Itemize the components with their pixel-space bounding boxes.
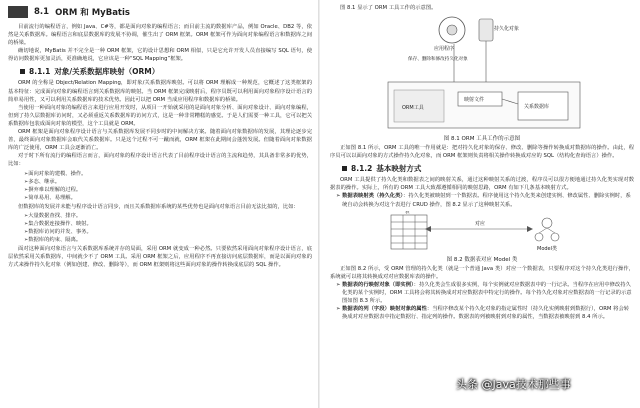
orm-paragraph-5: 但数据库的发展并未能与程序设计语言同步，而且关系数据库系统的某些优势也是面向对象语言目前无法比拟的，比如： bbox=[18, 203, 299, 210]
figure-8-2 bbox=[387, 211, 577, 253]
list-item: ➢ 简单易用、易理解。 bbox=[24, 194, 312, 202]
list-item: ➢ 摒弃难以理解的过程。 bbox=[24, 186, 312, 194]
app-label: 应用程序 bbox=[434, 46, 455, 53]
subsection-number: 8.1.1 bbox=[29, 67, 51, 77]
model-node bbox=[542, 218, 552, 228]
mapping-item-3: ➢ 数据表的列（字段）映射对象的属性：当程序修改某个持久化对象的指定属性时（持久化实例映射到数据行），ORM 将会转换成对对应数据表中指定数据行、指定列的操作。数据表的列被映射到对象的属性，当数据表被映射到 8.4 所示。 bbox=[336, 306, 630, 321]
section-heading bbox=[8, 4, 312, 20]
figure-8-1 bbox=[382, 14, 582, 132]
mapping-item-1: ➢ 数据表映射类（持久化类）：持久化类被映射到一个数据表。程序使用这个持久化类来创建实例、修改属性、删除实例时，系统自动会转换为对这个表进行 CRUD 操作，图 8.2 显示了这种映射关系。 bbox=[336, 193, 631, 208]
persist-label: 持久化对象 bbox=[494, 26, 520, 33]
section-marker bbox=[8, 6, 28, 18]
intro-paragraph-2: 确切地说，MyBatis 并不完全是一种 ORM 框架，它的设计思想和 ORM 相似，只是它允许开发人员直接编写 SQL 语句，使得访问数据库更加灵活，更准确地说，它应该是一种“SQL Mapping”框架。 bbox=[8, 48, 312, 63]
figure-8-2-caption: 图 8.2 数据表对应 Model 类 bbox=[446, 256, 518, 263]
subsection-marker bbox=[20, 69, 25, 74]
mapping-item-3-lead: 数据表的列（字段）映射对象的属性 bbox=[342, 306, 427, 313]
figure-8-1-caption: 图 8.1 ORM 工具工作的示意图 bbox=[443, 136, 521, 143]
subsection-marker bbox=[342, 166, 347, 171]
figure-paragraph: 正如图 8.1 所示，ORM 工具的唯一作用就是：把对持久化对象的保存、修改、删除等操作转换成对数据库的操作。由此，程序员可以以面向对象的方式操作持久化对象，而 ORM 框架则负责将相关操作转换成对应的 SQL（结构化查询语言）操作。 bbox=[330, 145, 634, 160]
mapping-paragraph-1: ORM 工具提供了持久化类和数据表之间的映射关系，通过这种映射关系的过渡，程序员可以很方便地通过持久化类实现对数据表的操作。实际上，所有的 ORM 工具大致都遵循相同的映射思路，ORM 有如下几条基本映射方式。 bbox=[330, 177, 634, 192]
figure-intro: 图 8.1 显示了 ORM 工具工作的示意图。 bbox=[340, 5, 437, 11]
db-label: 关系数据库 bbox=[524, 104, 550, 111]
list-item: ➢ 数据库访问的并发、事务。 bbox=[24, 228, 312, 236]
map-label: 对应 bbox=[475, 220, 486, 227]
subsection-heading-2 bbox=[342, 163, 634, 174]
mapping-item-1-lead: 数据表映射类（持久化类） bbox=[342, 193, 404, 200]
mapping-paragraph-2: 正如图 8.2 所示，受 ORM 管理的持久化类（就是一个普通 Java 类）对应一个数据表，只要程序对这个持久化类进行操作，系统就可以将其转换成对对应数据库表的操作。 bbox=[330, 265, 634, 280]
ops-label: 保存、删除和修改持久化对象 bbox=[408, 57, 468, 63]
orm-label: ORM工具 bbox=[402, 105, 424, 112]
orm-paragraph-6: 面对这种面向对象语言与关系数据库系统并存的局面，采用 ORM 就变成一种必然。只要依然采用面向对象程序设计语言，底层依然采用关系数据库，中间就少不了 ORM 工具。采用 ORM 框架之后，应用程序不再直接访问底层数据库，而是以面向对象的方式来操作持久化对象（例如创建、修改、删除等），而 ORM 框架则将这些面向对象的操作转换成底层的 SQL 操作。 bbox=[8, 245, 312, 268]
table-class-diagram bbox=[387, 211, 577, 253]
subsection-title: 基本映射方式 bbox=[376, 164, 422, 174]
table-label: 表 bbox=[405, 210, 410, 215]
subsection-title: 对象/关系数据库映射（ORM） bbox=[54, 67, 160, 77]
subsection-heading bbox=[20, 66, 312, 77]
db-advantages-list bbox=[24, 212, 312, 244]
mapping-item-1-text: ：持久化类被映射到一个数据表。程序使用这个持久化类来创建实例、修改属性、删除实例时，系统自动会转换为对这个表进行 CRUD 操作，图 8.2 显示了这种映射关系。 bbox=[342, 193, 631, 208]
persist-object-shape bbox=[479, 19, 493, 41]
orm-diagram bbox=[382, 14, 582, 132]
left-page bbox=[0, 0, 318, 408]
orm-paragraph-1: ORM 的全称是 Object/Relation Mapping，即对象/关系数据库映射。可以将 ORM 理解成一种规范，它概述了这类框架的基本特征：完成面向对象的编程语言到关系数据库的映射。当 ORM 框架完成映射后，程序员既可以利用面向对象程序设计语言的简单易用性，又可以利用关系数据库的技术优势。因此可以把 ORM 当成应用程序和数据库的桥梁。 bbox=[8, 80, 312, 103]
mapping-item-2-lead: 数据表的行映射对象（即实例） bbox=[342, 281, 414, 288]
gear-hub bbox=[447, 25, 457, 35]
class-label: Model类 bbox=[537, 245, 558, 252]
table-grid bbox=[391, 215, 427, 249]
mapping-item-3-text: ：当程序修改某个持久化对象的指定属性时（持久化实例映射到数据行），ORM 将会转换成对对应数据表中指定数据行、指定列的操作。数据表的列被映射到对象的属性，当数据表被映射到 8.4 所示。 bbox=[342, 306, 630, 321]
mapping-item-2: ➢ 数据表的行映射对象（即实例）：持久化类会生成很多实例，每个实例就对应数据表中的一行记录。当程序在应用中修改持久化类的某个实例时，ORM 工具将会将其转换成对对应数据表中特定行的操作。每个持久化对象对应数据表的一行记录的示意图如图 8.3 所示。 bbox=[336, 281, 632, 305]
section-title: ORM 和 MyBatis bbox=[55, 8, 130, 18]
orm-paragraph-4: 对于时下所有流行的编程语言而言，面向对象的程序设计语言代表了目前程序设计语言的主流和趋势，其具备非常多的优势，比如： bbox=[8, 153, 312, 168]
intro-paragraph-1: 目前流行的编程语言，例如 Java、C#等，都是面向对象的编程语言；而目前主流的数据库产品，例如 Oracle、DB2 等，依然是关系数据库。编程语言和底层数据库的发展不协调，催生出了 ORM 框架。ORM 框架可作为面向对象编程语言和数据库之间的桥梁。 bbox=[8, 24, 312, 47]
section-number: 8.1 bbox=[34, 7, 50, 17]
subsection-number: 8.1.2 bbox=[351, 164, 373, 174]
list-item: ➢ 面向对象的建模、操作。 bbox=[24, 170, 312, 178]
watermark: 头条 @Java技术那些事 bbox=[456, 378, 571, 391]
oo-advantages-list bbox=[24, 170, 312, 202]
list-item: ➢ 多态、继承。 bbox=[24, 178, 312, 186]
orm-paragraph-3: ORM 框架是面向对象程序设计语言与关系数据库发展不同步时的中间解决方案。随着面向对象数据库的发展，其理论逐步完善，最终面向对象数据库会取代关系数据库。只是这个过程不可一蹴而就，ORM 框架在此期间会蓬勃发展。但随着面向对象数据库的广泛使用，ORM 工具会逐渐消亡。 bbox=[8, 129, 312, 152]
list-item: ➢ 集合数据连接操作、映射。 bbox=[24, 220, 312, 228]
orm-paragraph-2: 当使用一种面向对象的编程语言来进行应用开发时，从项目一开始就采用的是面向对象分析、面向对象设计、面向对象编程，但到了持久层数据库访问时，又必须重返关系数据库的访问方式，这是一种非常糟糕的感觉。于是人们需要一种工具，它可以把关系数据库包装成面向对象的模型，这个工具就是 ORM。 bbox=[8, 104, 312, 127]
list-item: ➢ 大量数据查找、排序。 bbox=[24, 212, 312, 220]
mapping-item-2-text: ：持久化类会生成很多实例，每个实例就对应数据表中的一行记录。当程序在应用中修改持久化类的某个实例时，ORM 工具将会将其转换成对对应数据表中特定行的操作。每个持久化对象对应数据表的一行记录的示意图如图 8.3 所示。 bbox=[342, 281, 632, 305]
list-item: ➢ 数据库的约束、隔离。 bbox=[24, 236, 312, 244]
mapping-label: 映射文件 bbox=[464, 97, 485, 104]
right-page bbox=[320, 0, 640, 408]
